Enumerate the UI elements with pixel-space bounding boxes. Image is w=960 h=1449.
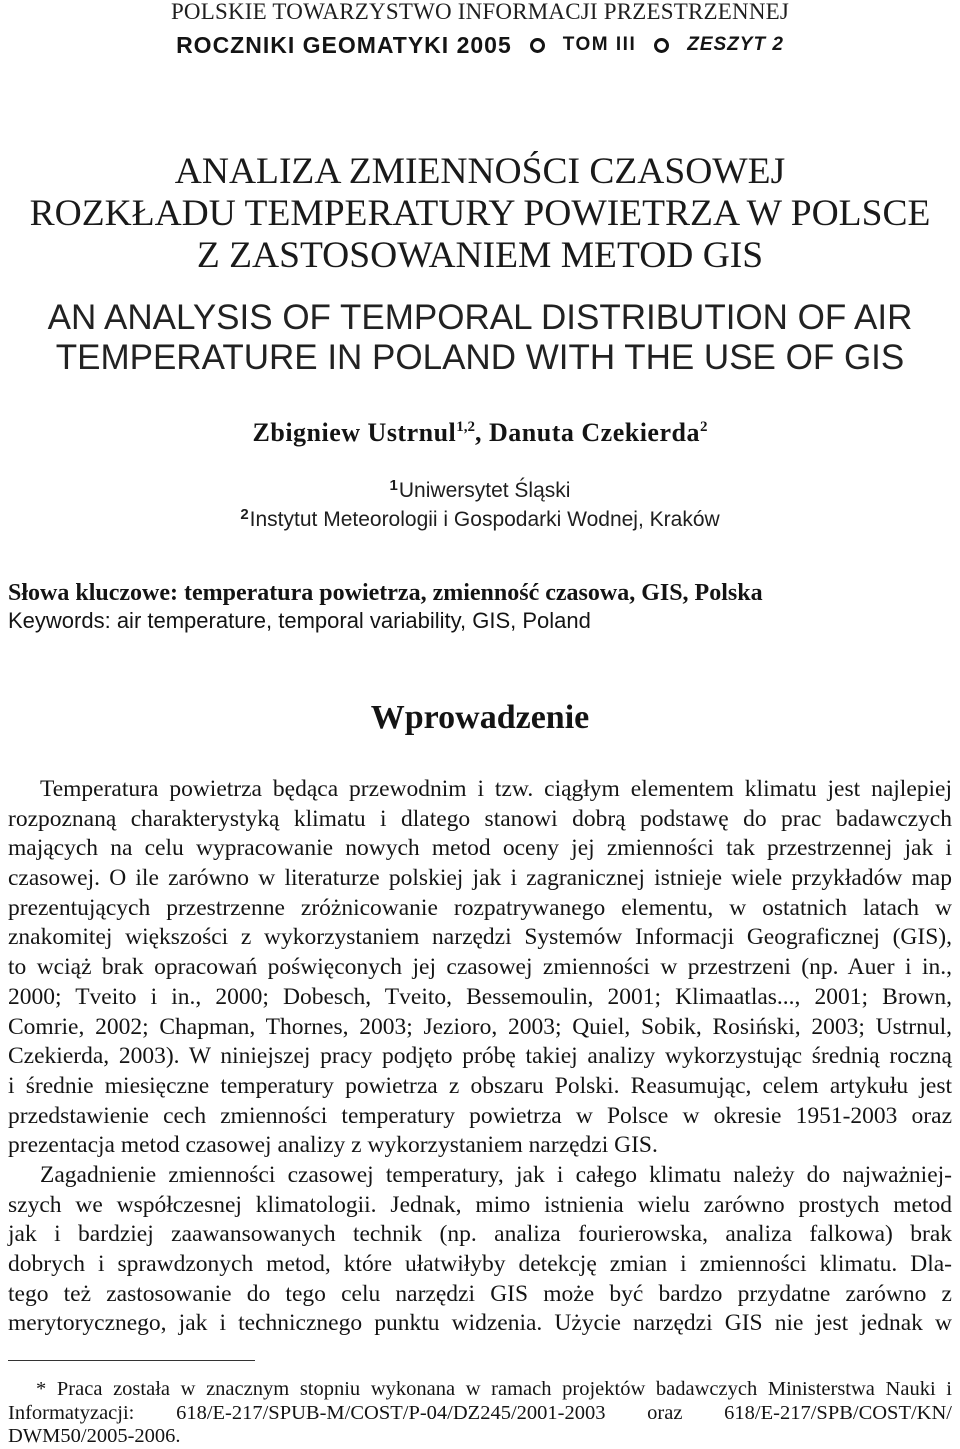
- ring-bullet-icon: [654, 38, 669, 53]
- author-name: Danuta Czekierda: [489, 418, 700, 447]
- author-separator: ,: [475, 418, 483, 447]
- affiliation-name: Uniwersytet Śląski: [398, 479, 571, 502]
- section-body: [8, 775, 952, 1339]
- footnote-line: * Praca została w znacznym stopniu wykonana w ramach projektów badawczych Ministerstwa Nauki i: [36, 1378, 952, 1400]
- paragraph-line: Zagadnienie zmienności czasowej temperatury, jak i całego klimatu należy do najważniej-: [40, 1161, 952, 1188]
- affiliation: [0, 505, 960, 534]
- paragraph-line: dobrych i sprawdzonych metod, które ułatwiłyby detekcję zmian i zmienności klimatu. Dla-: [8, 1251, 952, 1277]
- paragraph-line: znakomitej większości z wykorzystaniem narzędzi Systemów Informacji Geograficznej (GIS),: [8, 924, 952, 951]
- journal-title: ROCZNIKI GEOMATYKI 2005: [176, 32, 512, 58]
- author-affiliation-mark: 2: [699, 419, 708, 435]
- paragraph-line: prezentacja metod czasowej analizy z wykorzystaniem narzędzi GIS.: [8, 1132, 658, 1159]
- title-polish-line: ANALIZA ZMIENNOŚCI CZASOWEJ: [174, 151, 786, 192]
- society-name: POLSKIE TOWARZYSTWO INFORMACJI PRZESTRZENNEJ: [170, 0, 790, 24]
- author-list: [0, 418, 960, 448]
- paragraph-line: jak i bardziej zaawansowanych technik (np. analiza fourierowska, analiza falkowa) brak: [8, 1221, 952, 1248]
- paragraph-line: 2000; Tveito i in., 2000; Dobesch, Tveito, Bessemoulin, 2001; Klimaatlas..., 2001; Brown,: [8, 983, 952, 1010]
- affiliation: [0, 476, 960, 505]
- affiliation-name: Instytut Meteorologii i Gospodarki Wodnej, Kraków: [249, 508, 720, 531]
- paragraph-line: merytorycznego, jak i technicznego punktu widzenia. Użycie narzędzi GIS nie jest jednak w: [8, 1310, 952, 1337]
- title-english-line: TEMPERATURE IN POLAND WITH THE USE OF GIS: [55, 338, 905, 377]
- paragraph: [8, 1161, 952, 1339]
- title-polish-line: ROZKŁADU TEMPERATURY POWIETRZA W POLSCE: [29, 193, 931, 234]
- paragraph-line: Comrie, 2002; Chapman, Thornes, 2003; Jezioro, 2003; Quiel, Sobik, Rosiński, 2003; Ustrnul,: [8, 1013, 952, 1040]
- title-polish-line: Z ZASTOSOWANIEM METOD GIS: [196, 235, 764, 276]
- title-polish: [0, 151, 960, 277]
- paragraph-line: szych we współczesnej klimatologii. Jednak, mimo istnienia wielu zarówno prostych metod: [8, 1191, 952, 1218]
- paragraph-line: Czekierda, 2003). W niniejszej pracy podjęto próbę takiej analizy wykorzystując średnią roczną: [8, 1043, 952, 1070]
- section-heading: Wprowadzenie: [370, 699, 590, 736]
- affiliation-mark: 2: [240, 506, 249, 523]
- paragraph-line: i średnie miesięczne temperatury powietrza z obszaru Polski. Reasumując, celem artykułu jest: [8, 1072, 952, 1099]
- paragraph-line: rozpoznaną charakterystyką klimatu i dlatego stanowi dobrą podstawę do prac badawczych: [8, 805, 952, 832]
- footnote-line: DWM50/2005-2006.: [8, 1425, 181, 1447]
- keywords-polish: Słowa kluczowe: temperatura powietrza, zmienność czasowa, GIS, Polska: [8, 580, 763, 606]
- ring-bullet-icon: [530, 38, 545, 53]
- paragraph-line: czasowej. O ile zarówno w literaturze polskiej jak i zagranicznej istnieje wiele przykładów map: [8, 865, 952, 892]
- paragraph-line: mających na celu wypracowanie nowych metod oceny jej zmienności tak przestrzennej jak i: [8, 835, 952, 862]
- journal-header: [0, 32, 960, 58]
- paragraph-line: tego też zastosowanie do tego celu narzędzi GIS może być bardzo przydatne zarówno z: [8, 1280, 952, 1307]
- paragraph-line: to wciąż brak opracowań poświęconych jej czasowej zmienności w przestrzeni (np. Auer i in.,: [8, 954, 952, 981]
- author-affiliation-mark: 1,2: [456, 419, 476, 435]
- title-english: [0, 298, 960, 378]
- keywords-english: Keywords: air temperature, temporal variability, GIS, Poland: [8, 608, 591, 633]
- footnote-rule: [8, 1360, 255, 1361]
- author-name: Zbigniew Ustrnul: [252, 418, 457, 447]
- affiliation-mark: 1: [389, 477, 398, 494]
- paragraph-line: Temperatura powietrza będąca przewodnim i tzw. ciągłym elementem klimatu jest najlepiej: [40, 776, 952, 802]
- paragraph: [8, 775, 952, 1161]
- footnote: [8, 1378, 952, 1449]
- journal-issue: ZESZYT 2: [687, 34, 784, 55]
- paragraph-line: prezentujących przestrzenne zróżnicowanie rozpatrywanego elementu, w ostatnich latach w: [8, 894, 952, 921]
- affiliation-list: [0, 476, 960, 534]
- paragraph-line: przedstawienie cech zmienności temperatury powietrza w Polsce w okresie 1951-2003 oraz: [8, 1102, 952, 1129]
- title-english-line: AN ANALYSIS OF TEMPORAL DISTRIBUTION OF AIR: [47, 298, 913, 337]
- journal-volume: TOM III: [562, 34, 637, 55]
- footnote-line: Informatyzacji: 618/E-217/SPUB-M/COST/P-04/DZ245/2001-2003 oraz 618/E-217/SPB/COST/KN/: [8, 1401, 952, 1424]
